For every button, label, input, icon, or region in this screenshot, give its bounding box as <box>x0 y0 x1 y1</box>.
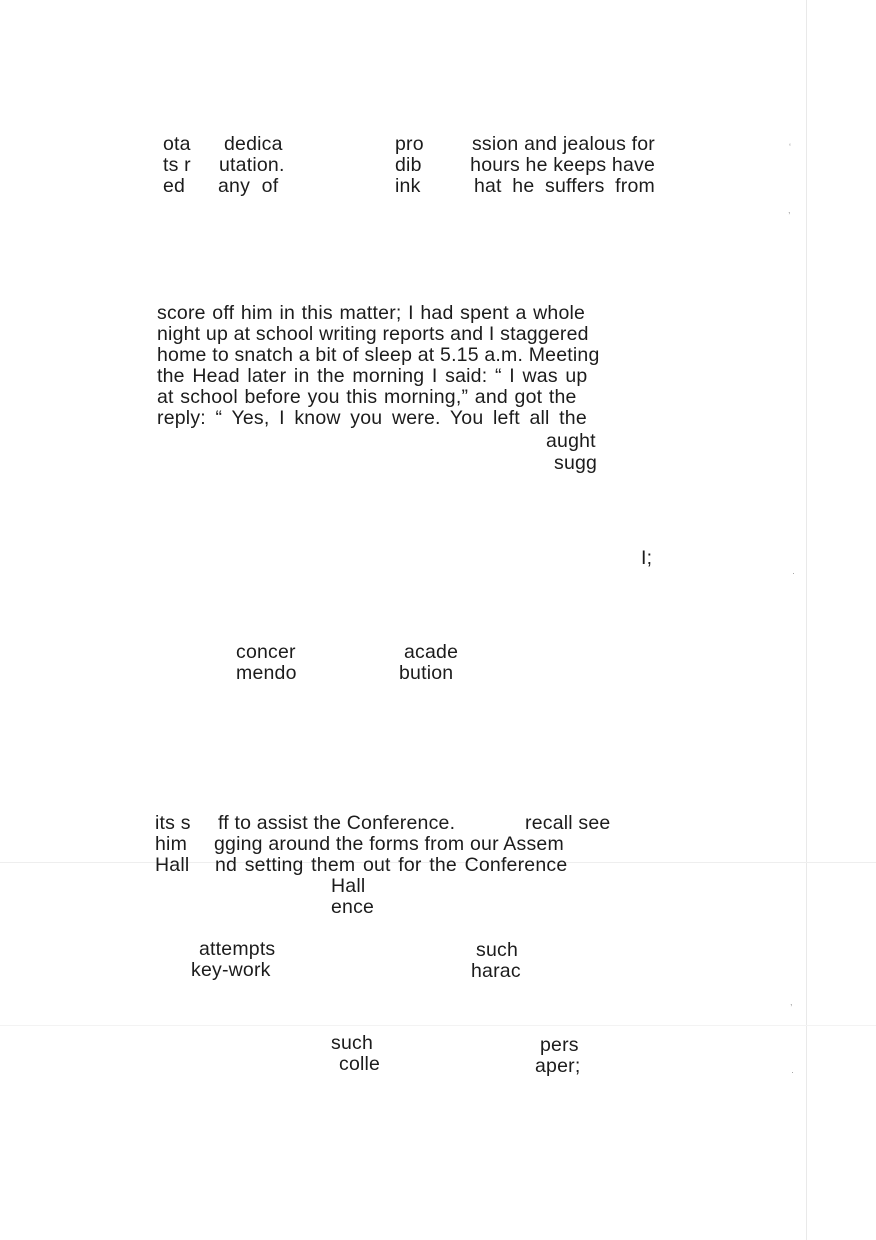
fragment-text: key-work <box>191 959 271 981</box>
fragment-text: utation. <box>219 154 285 176</box>
fragment-text: acade <box>404 641 459 663</box>
paragraph-line: at school before you this morning,” and got the <box>157 386 577 408</box>
paragraph-line: the Head later in the morning I said: “ I was up <box>157 365 588 387</box>
fragment-text: hat he suffers from <box>473 175 655 197</box>
fragment-text: Hall <box>331 875 366 897</box>
fragment-text: such <box>331 1032 373 1054</box>
fragment-text: such <box>476 939 518 961</box>
fragment-text: ed <box>163 175 186 197</box>
fragment-text: ssion and jealous for <box>471 133 655 155</box>
scan-speck: , <box>790 997 793 1007</box>
page-edge <box>806 0 807 1240</box>
fragment-text: its s <box>155 812 191 834</box>
fragment-text: colle <box>339 1053 381 1075</box>
fragment-text: ts r <box>163 154 191 176</box>
fragment-text: I; <box>641 547 653 569</box>
scan-speck: · <box>792 568 795 578</box>
fragment-text: aught <box>546 430 596 452</box>
scan-speck: , <box>788 205 791 215</box>
paragraph-line: night up at school writing reports and I staggered <box>157 323 589 345</box>
paragraph-line: score off him in this matter; I had spent a whole <box>157 302 586 324</box>
fragment-text: ff to assist the Conference. <box>218 812 456 834</box>
fragment-text: gging around the forms from our Assem <box>214 833 564 855</box>
fold-line <box>0 1025 876 1026</box>
paragraph-line: home to snatch a bit of sleep at 5.15 a.m. Meeting <box>157 344 600 366</box>
fragment-text: dib <box>395 154 422 176</box>
fragment-text: attempts <box>199 938 276 960</box>
fragment-text: mendo <box>236 662 297 684</box>
fragment-text: pro <box>395 133 424 155</box>
fragment-text: Hall <box>155 854 190 876</box>
fragment-text: hours he keeps have <box>470 154 655 176</box>
scan-speck: · <box>791 1067 794 1077</box>
fragment-text: recall see <box>525 812 611 834</box>
paragraph-line: reply: “ Yes, I know you were. You left all the <box>157 407 587 429</box>
fragment-text: dedica <box>224 133 283 155</box>
fragment-text: ence <box>331 896 375 918</box>
fragment-text: ink <box>395 175 421 197</box>
fragment-text: sugg <box>554 452 598 474</box>
fragment-text: aper; <box>535 1055 581 1077</box>
fragment-text: him <box>155 833 188 855</box>
fragment-text: concer <box>236 641 296 663</box>
fragment-text: harac <box>471 960 521 982</box>
scan-speck: ‘ <box>789 142 791 152</box>
fragment-text: nd setting them out for the Conference <box>215 854 568 876</box>
fragment-text: ota <box>163 133 191 155</box>
fragment-text: pers <box>540 1034 579 1056</box>
fragment-text: any of <box>218 175 279 197</box>
fragment-text: bution <box>399 662 454 684</box>
